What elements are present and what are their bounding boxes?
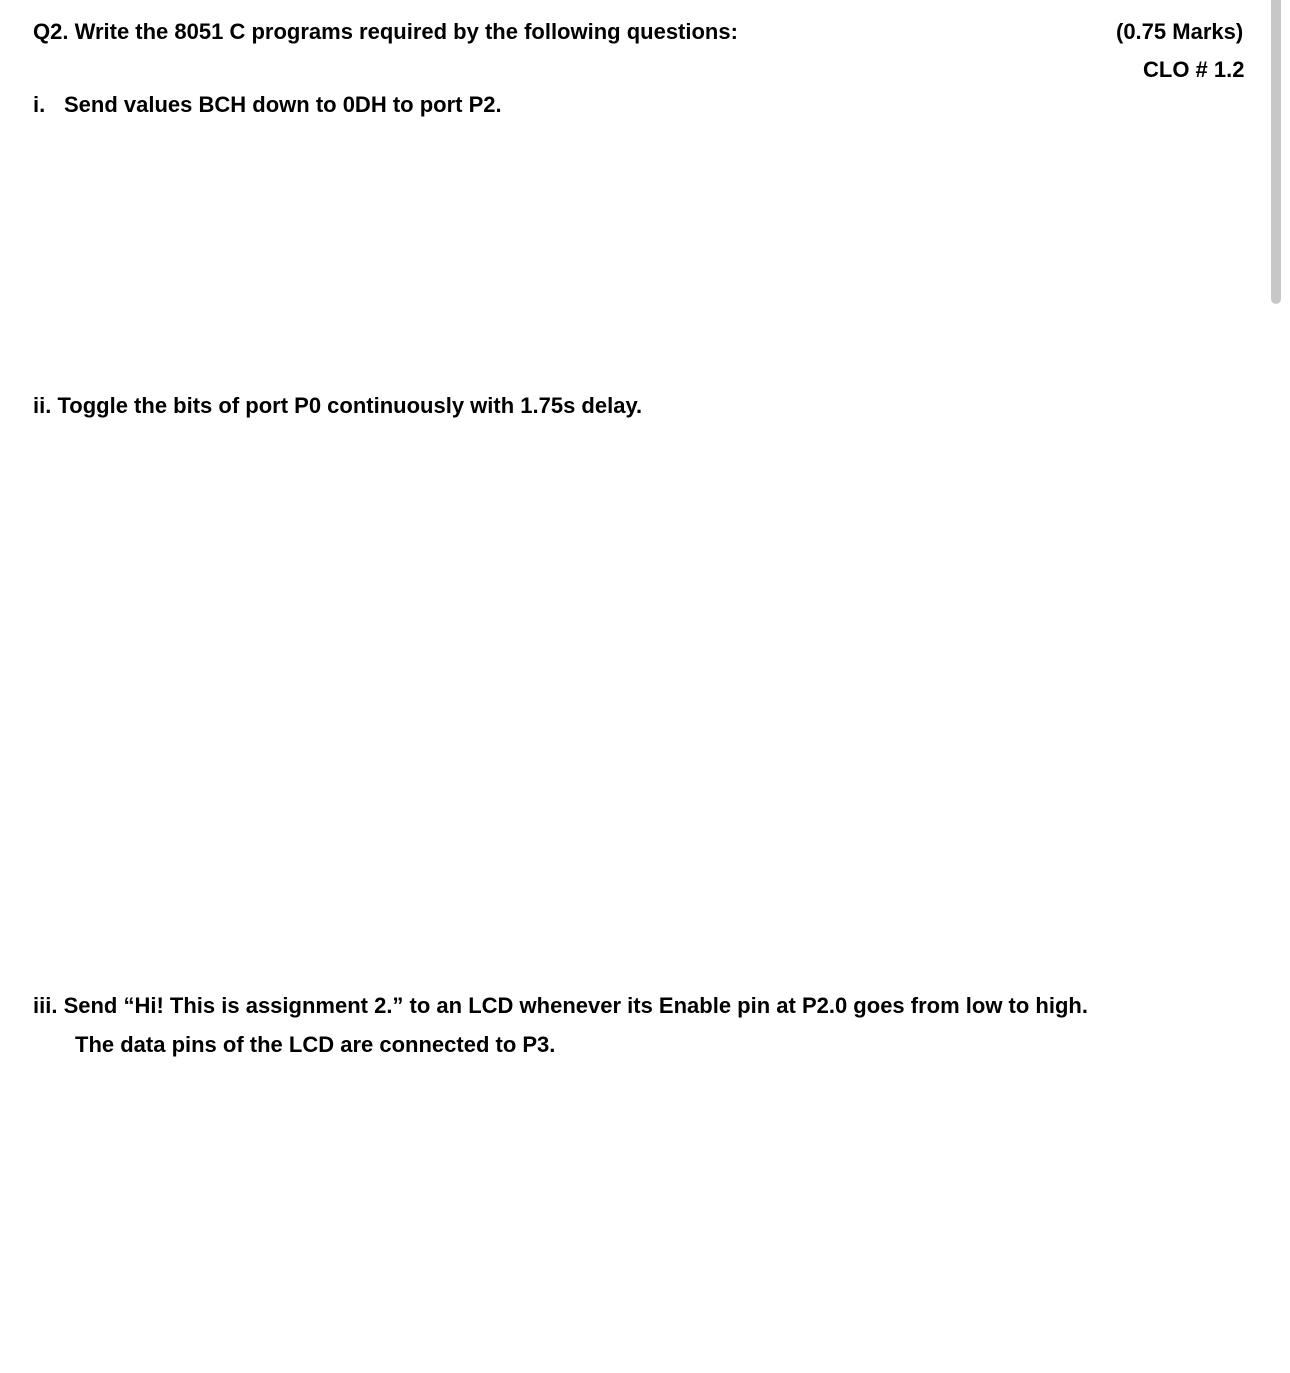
part-iii	[33, 993, 1088, 1019]
part-ii-text: Toggle the bits of port P0 continuously with 1.75s delay.	[57, 393, 643, 418]
vertical-scrollbar[interactable]	[1271, 0, 1281, 304]
part-iii-text-line2: The data pins of the LCD are connected to P3.	[75, 1032, 556, 1057]
question-title: Q2. Write the 8051 C programs required by the following questions:	[33, 19, 738, 44]
clo-label: CLO # 1.2	[1143, 57, 1245, 82]
marks-label: (0.75 Marks)	[1116, 19, 1244, 44]
part-iii-number: iii.	[33, 993, 58, 1018]
part-ii-number: ii.	[33, 393, 52, 418]
part-ii	[33, 393, 642, 419]
part-i-number: i.	[33, 92, 46, 117]
part-i	[33, 92, 502, 118]
part-i-text: Send values BCH down to 0DH to port P2.	[64, 92, 502, 117]
part-iii-text-line1: Send “Hi! This is assignment 2.” to an LCD whenever its Enable pin at P2.0 goes from low to high.	[63, 993, 1088, 1018]
